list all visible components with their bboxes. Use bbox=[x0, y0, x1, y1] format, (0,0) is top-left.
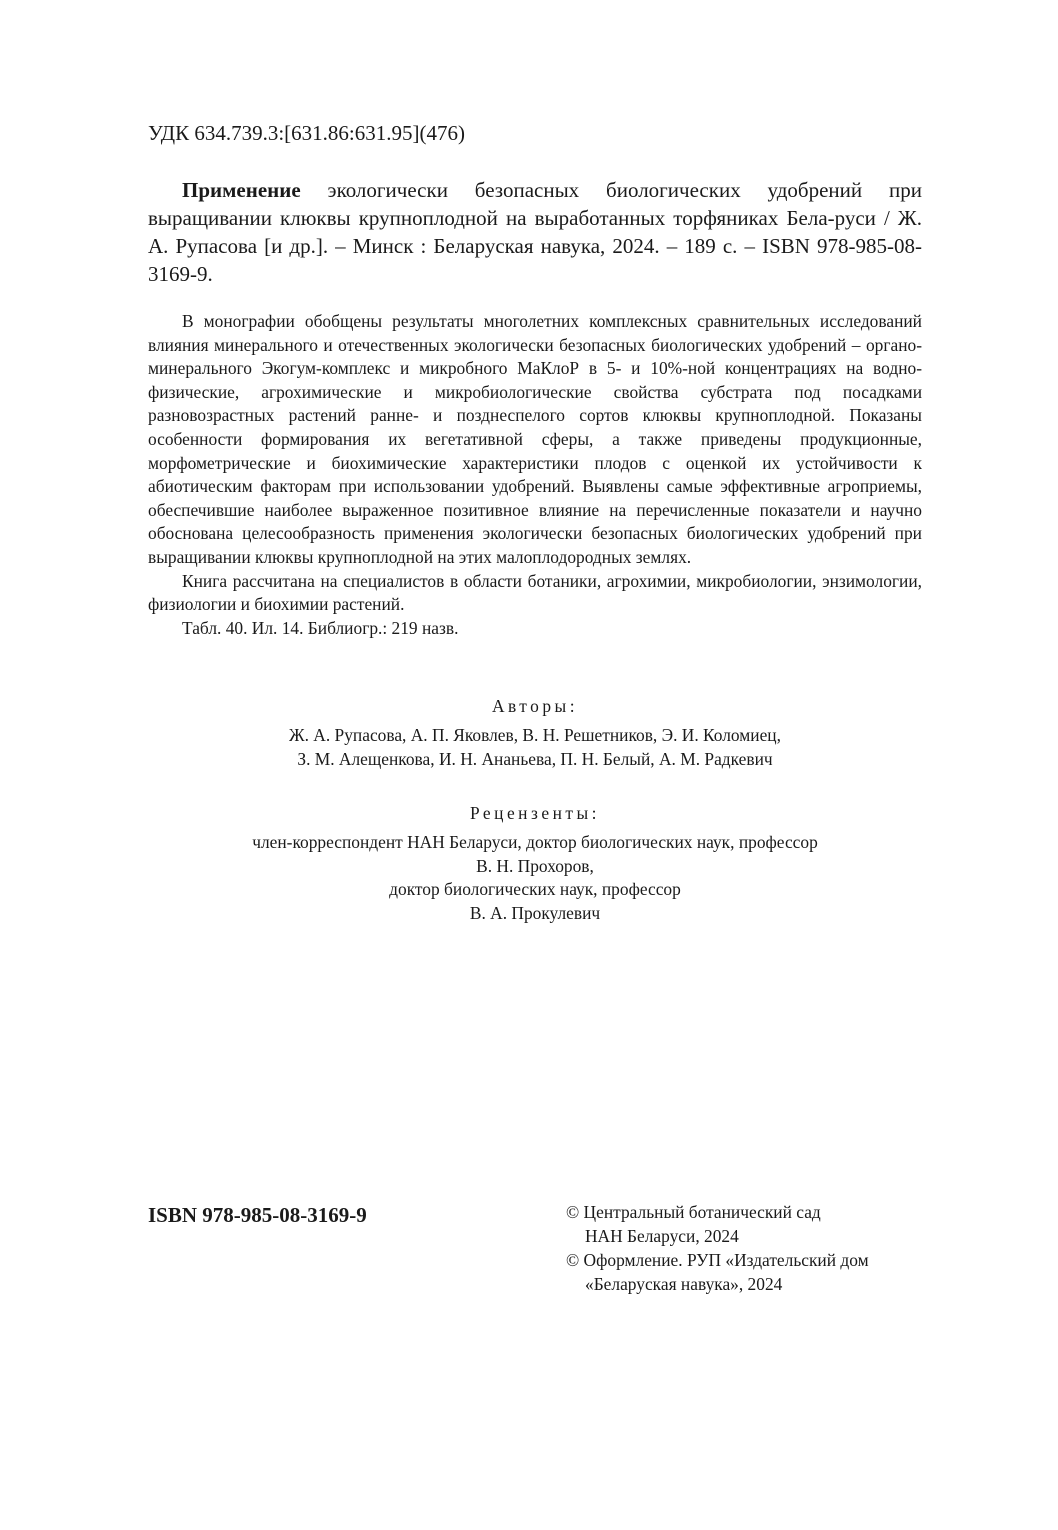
copyright-line: «Беларуская навука», 2024 bbox=[585, 1274, 783, 1294]
reviewer-title: доктор биологических наук, профессор bbox=[389, 879, 681, 900]
isbn: ISBN 978-985-08-3169-9 bbox=[148, 1203, 367, 1227]
copyright-line: НАН Беларуси, 2024 bbox=[585, 1226, 739, 1246]
annotation-paragraph: В монографии обобщены результаты многолетних комплексных сравнительных исследований влияния минерального и отечественных экологически безопасных биологических удобрений – органо-минерального Экогум-комплекс и микробного МаКлоР в 5- и 10%-ной концентрациях на водно-физические, агрохимические и микробиологические свойства субстрата под посадками разновозрастных растений ранне- и позднеспелого сортов клюквы крупноплодной. Показаны особенности формирования их вегетативной сферы, а также приведены продукционные, морфометрические и биохимические характеристики плодов с оценкой их устойчивости к абиотическим факторам при использовании удобрений. Выявлены самые эффективные агроприемы, обеспечившие наиболее выраженное позитивное влияние на перечисленные показатели и научно обоснована целесообразность применения экологически безопасных биологических удобрений при выращивании клюквы крупноплодной на этих малоплодородных землях. bbox=[148, 311, 922, 567]
audience-paragraph: Книга рассчитана на специалистов в области ботаники, агрохимии, микробиологии, энзимологии, физиологии и биохимии растений. bbox=[148, 570, 922, 615]
title-keyword: Применение bbox=[182, 178, 301, 202]
bibliographic-record bbox=[148, 176, 922, 288]
bibliographic-text: экологически безопасных биологических удобрений при выращивании клюквы крупноплодной на выработанных торфяниках Бела-руси / Ж. А. Рупасова [и др.]. – Минск : Беларуская навука, 2024. – 189 с. – ISBN 978-985-08-3169-9. bbox=[148, 178, 922, 286]
reviewers-list bbox=[148, 831, 922, 925]
copyright-block bbox=[566, 1200, 926, 1296]
authors-line: Ж. А. Рупасова, А. П. Яковлев, В. Н. Решетников, Э. И. Коломиец, bbox=[289, 725, 781, 745]
reviewer-name: В. А. Прокулевич bbox=[469, 902, 601, 923]
reviewer-title: член-корреспондент НАН Беларуси, доктор биологических наук, профессор bbox=[252, 832, 818, 852]
reviewers-heading: Рецензенты: bbox=[469, 803, 600, 823]
authors-list bbox=[148, 724, 922, 771]
reviewer-name: В. Н. Прохоров, bbox=[476, 855, 594, 876]
authors-line: З. М. Алещенкова, И. Н. Ананьева, П. Н. Белый, А. М. Радкевич bbox=[297, 748, 773, 769]
stats-line: Табл. 40. Ил. 14. Библиогр.: 219 назв. bbox=[182, 617, 459, 638]
annotation bbox=[148, 310, 922, 640]
authors-heading: Авторы: bbox=[491, 696, 579, 716]
copyright-line: © Центральный ботанический сад bbox=[566, 1202, 821, 1222]
udk-code: УДК 634.739.3:[631.86:631.95](476) bbox=[148, 121, 465, 145]
copyright-line: © Оформление. РУП «Издательский дом bbox=[566, 1250, 869, 1270]
